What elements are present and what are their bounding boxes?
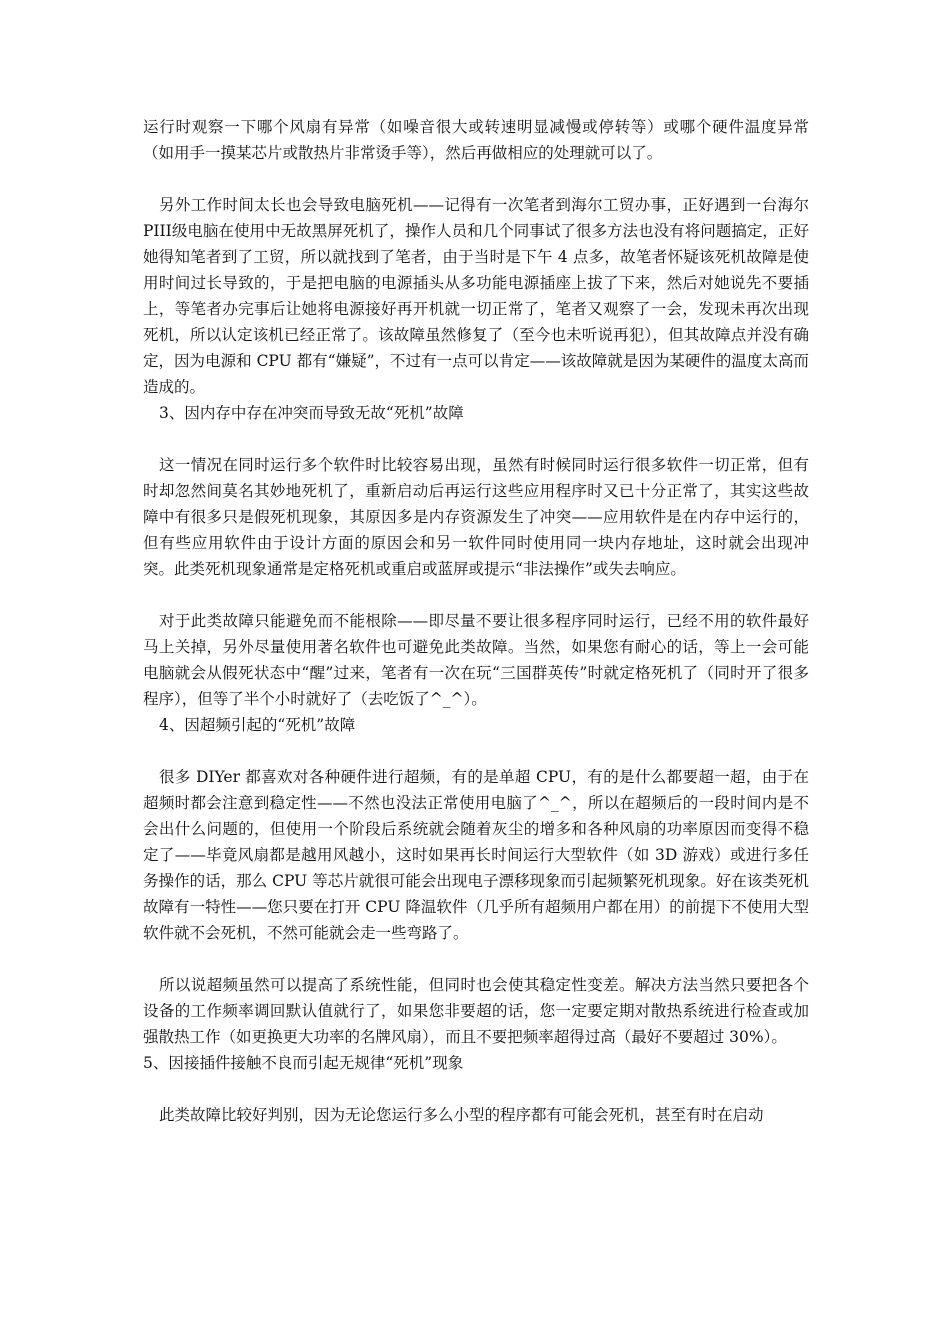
paragraph-memory-conflict: 这一情况在同时运行多个软件时比较容易出现，虽然有时候同时运行很多软件一切正常，但有时却忽然间莫名其妙地死机了，重新启动后再运行这些应用程序时又已十分正常了，其实这些故障中有很多只是假死机现象，其原因多是内存资源发生了冲突——应用软件是在内存中运行的，但有些应用软件由于设计方面的原因会和另一软件同时使用同一块内存地址，这时就会出现冲突。此类死机现象通常是定格死机或重启或蓝屏或提示“非法操作”或失去响应。 <box>143 456 809 578</box>
paragraph-overclock: 很多 DIYer 都喜欢对各种硬件进行超频，有的是单超 CPU，有的是什么都要超一超，由于在超频时都会注意到稳定性——不然也没法正常使用电脑了^_^，所以在超频后的一段时间内是不会出什么问题的，但使用一个阶段后系统就会随着灰尘的增多和各种风扇的功率原因而变得不稳定了——毕竟风扇都是越用风越小，这时如果再长时间运行大型软件（如 3D 游戏）或进行多任务操作的话，那么 CPU 等芯片就很可能会出现电子漂移现象而引起频繁死机现象。好在该类死机故障有一特性——您只要在打开 CPU 降温软件（几乎所有超频用户都在用）的前提下不使用大型软件就不会死机，不然可能就会走一些弯路了。 <box>143 768 809 942</box>
paragraph-long-runtime: 另外工作时间太长也会导致电脑死机——记得有一次笔者到海尔工贸办事，正好遇到一台海尔 PIII级电脑在使用中无故黑屏死机了，操作人员和几个同事试了很多方法也没有将问题搞定，正好她得知笔者到了工贸，所以就找到了笔者，由于当时是下午 4 点多，故笔者怀疑该死机故障是使用时间过长导致的，于是把电脑的电源插头从多功能电源插座上拔了下来，然后对她说先不要插上，等笔者办完事后让她将电源接好再开机就一切正常了，笔者又观察了一会，发现未再次出现死机，所以认定该机已经正常了。该故障虽然修复了（至今也未听说再犯），但其故障点并没有确定，因为电源和 CPU 都有“嫌疑”，不过有一点可以肯定——该故障就是因为某硬件的温度太高而造成的。 <box>143 196 809 396</box>
paragraph-overclock-solution: 所以说超频虽然可以提高了系统性能，但同时也会使其稳定性变差。解决方法当然只要把各个设备的工作频率调回默认值就行了，如果您非要超的话，您一定要定期对散热系统进行检查或加强散热工作（如更换更大功率的名牌风扇），而且不要把频率超得过高（最好不要超过 30%）。 <box>143 976 809 1046</box>
section-heading-memory-conflict: 3、因内存中存在冲突而导致无故“死机”故障 <box>159 404 464 422</box>
paragraph-fan-check: 运行时观察一下哪个风扇有异常（如噪音很大或转速明显减慢或停转等）或哪个硬件温度异常（如用手一摸某芯片或散热片非常烫手等），然后再做相应的处理就可以了。 <box>143 118 809 162</box>
section-heading-connector: 5、因接插件接触不良而引起无规律“死机”现象 <box>143 1054 464 1072</box>
paragraph-connector: 此类故障比较好判别，因为无论您运行多么小型的程序都有可能会死机，甚至有时在启动 <box>159 1106 764 1124</box>
section-heading-overclock: 4、因超频引起的“死机”故障 <box>159 716 356 734</box>
document-page <box>143 114 809 1128</box>
paragraph-avoid-conflict: 对于此类故障只能避免而不能根除——即尽量不要让很多程序同时运行，已经不用的软件最好马上关掉，另外尽量使用著名软件也可避免此类故障。当然，如果您有耐心的话，等上一会可能电脑就会从假死状态中“醒”过来，笔者有一次在玩“三国群英传”时就定格死机了（同时开了很多程序），但等了半个小时就好了（去吃饭了^_^）。 <box>143 612 809 708</box>
